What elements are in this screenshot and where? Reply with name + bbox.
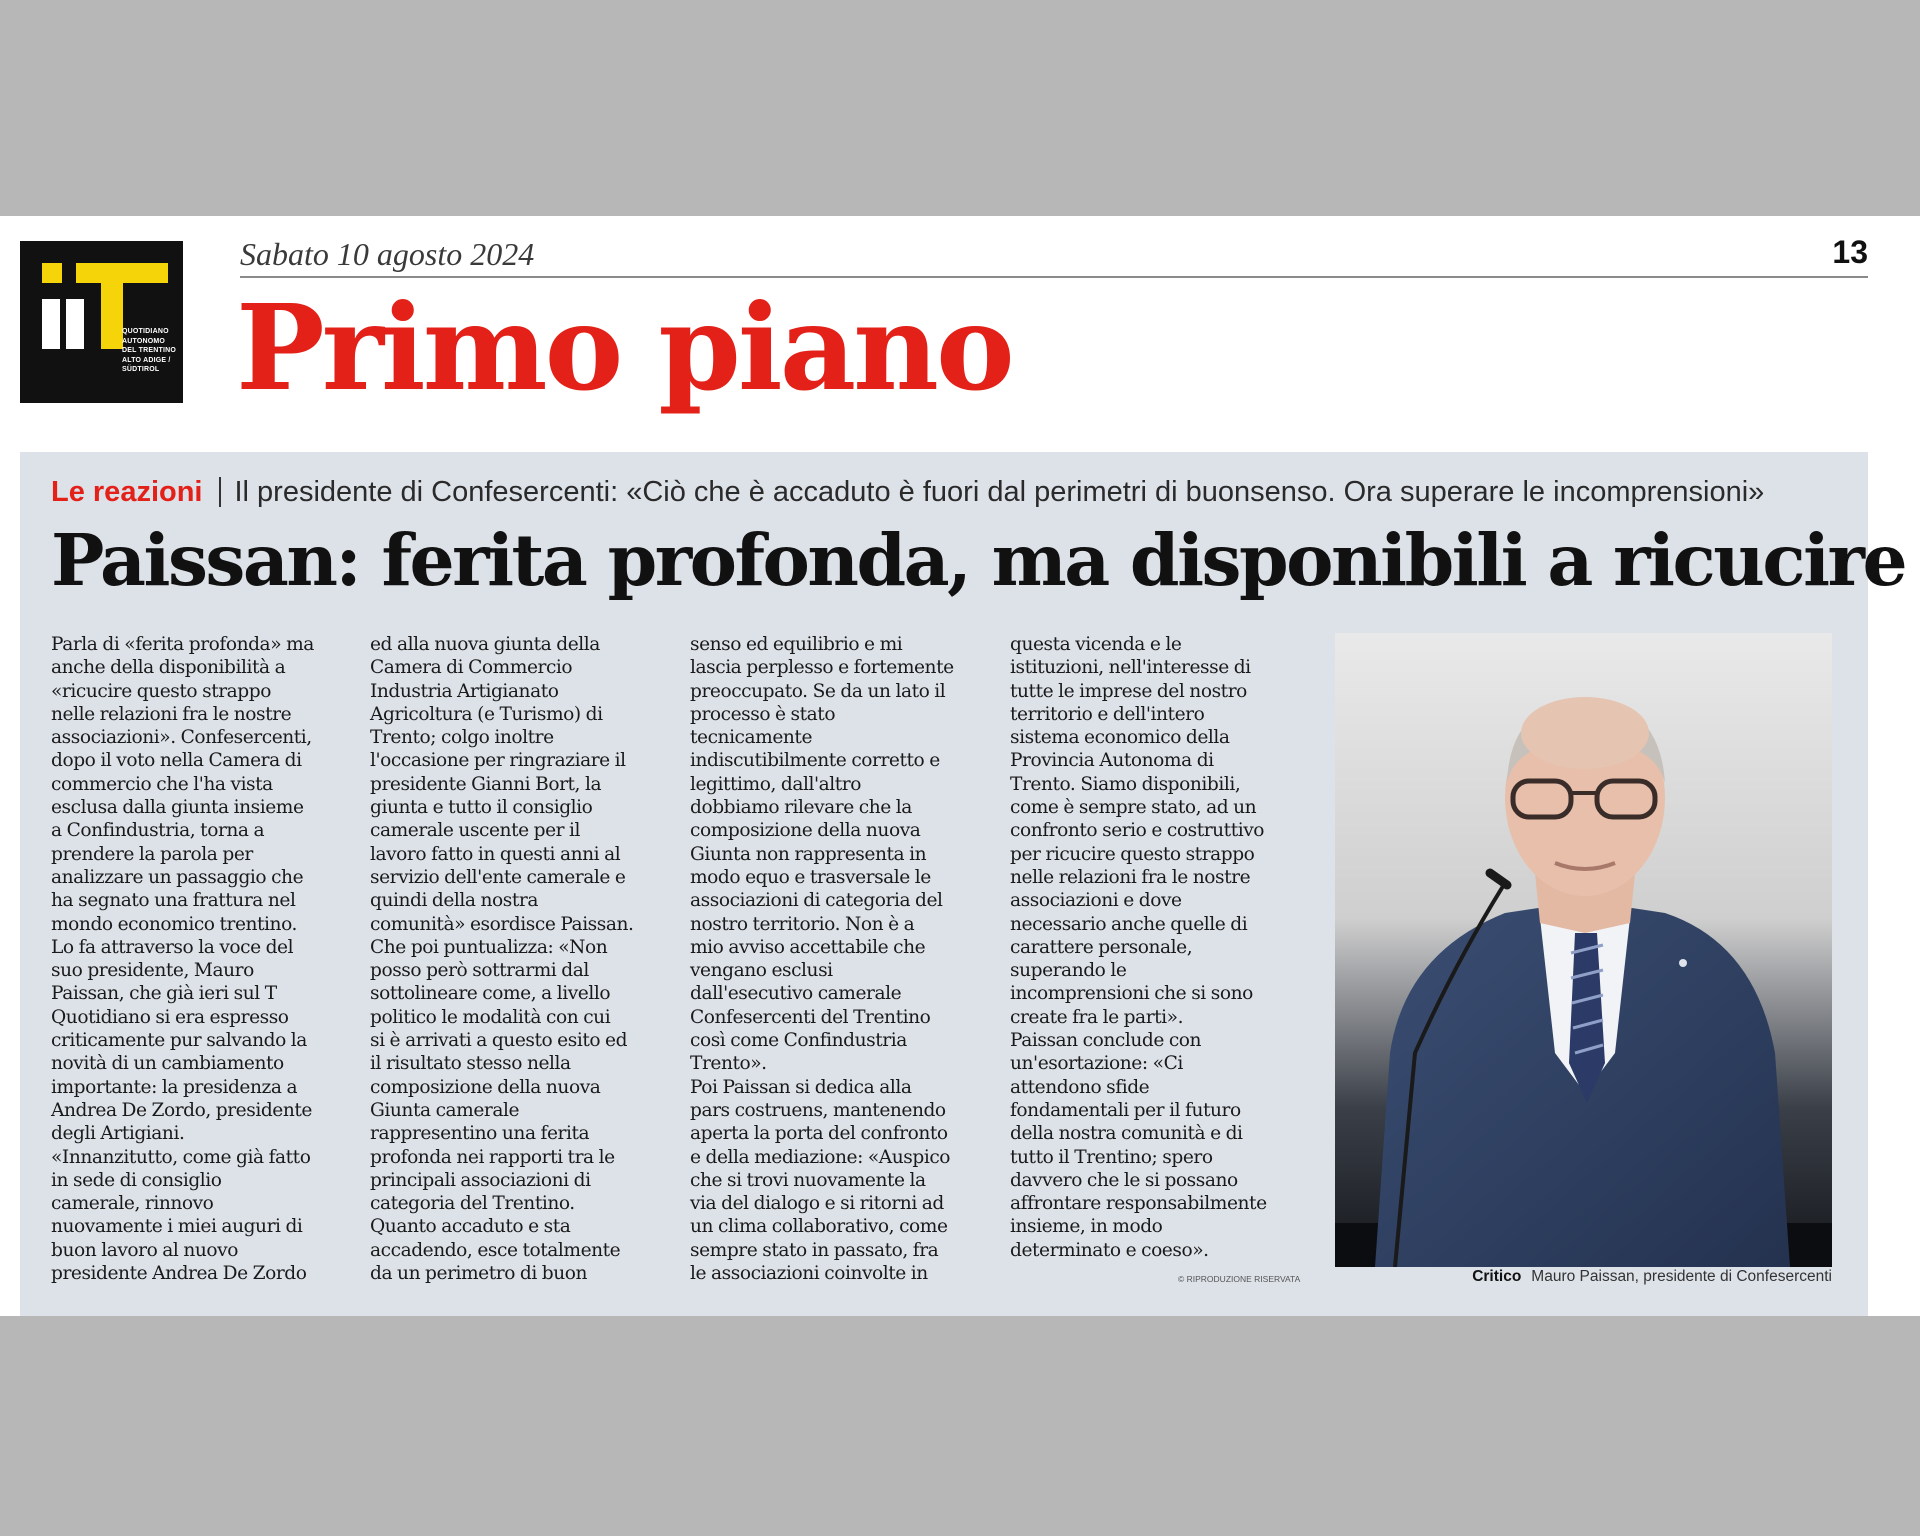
portrait-photo-illustration <box>1335 633 1832 1267</box>
article-text-line: composizione della nuova <box>690 820 921 842</box>
article-text-line: davvero che le si possano <box>1010 1169 1238 1191</box>
article-text-line: Camera di Commercio <box>370 657 573 679</box>
article-text-line: posso però sottrarmi dal <box>370 960 589 982</box>
article-text-line: importante: la presidenza a <box>51 1076 298 1098</box>
article-text-line: Parla di «ferita profonda» ma <box>51 634 314 655</box>
article-text-line: nelle relazioni fra le nostre <box>1010 866 1251 888</box>
article-text-line: comunità» esordisce Paissan. <box>370 913 634 935</box>
article-text-line: Trento». <box>690 1053 767 1075</box>
article-text-line: Giunta camerale <box>370 1099 520 1121</box>
article-text-line: un'esortazione: «Ci <box>1010 1053 1183 1075</box>
article-text-line: principali associazioni di <box>370 1169 591 1191</box>
article-text-line: analizzare un passaggio che <box>51 866 304 888</box>
article-text-line: carattere personale, <box>1010 936 1193 958</box>
article-text-line: istituzioni, nell'interesse di <box>1010 657 1251 679</box>
article-column-3 <box>690 633 984 1285</box>
article-text-line: Agricoltura (e Turismo) di <box>370 703 603 725</box>
kicker-label: Le reazioni <box>51 476 203 508</box>
article-text-line: Quanto accaduto e sta <box>370 1216 571 1238</box>
article-text-line: questa vicenda e le <box>1010 634 1182 655</box>
article-text-line: degli Artigiani. <box>51 1123 185 1145</box>
issue-date: Sabato 10 agosto 2024 <box>240 236 535 272</box>
article-text-line: Quotidiano si era espresso <box>51 1006 289 1028</box>
article-text-line: mio avviso accettabile che <box>690 936 926 958</box>
article-text-line: incomprensioni che si sono <box>1010 983 1253 1005</box>
article-text-line: a Confindustria, torna a <box>51 820 265 842</box>
article-text-line: dopo il voto nella Camera di <box>51 750 302 772</box>
article-text-line: in sede di consiglio <box>51 1169 222 1191</box>
page-number: 13 <box>1832 234 1868 270</box>
article-text-line: per ricucire questo strappo <box>1010 843 1255 865</box>
article-text-line: così come Confindustria <box>690 1030 907 1052</box>
article-text-line: un clima collaborativo, come <box>690 1216 948 1238</box>
article-text-line: insieme, in modo <box>1010 1216 1163 1238</box>
article-text-line: e della mediazione: «Auspico <box>690 1146 951 1168</box>
article-text-line: giunta e tutto il consiglio <box>370 797 593 819</box>
article-text-line: fondamentali per il futuro <box>1010 1099 1241 1121</box>
article-text-line: nelle relazioni fra le nostre <box>51 703 292 725</box>
article-text-line: sottolineare come, a livello <box>370 983 611 1005</box>
newspaper-logo <box>20 241 183 403</box>
article-text-line: si è arrivati a questo esito ed <box>370 1030 628 1052</box>
article-text-line: buon lavoro al nuovo <box>51 1239 238 1261</box>
article-text-line: Andrea De Zordo, presidente <box>51 1099 312 1121</box>
article-text-line: quindi della nostra <box>370 890 538 912</box>
logo-tagline: QUOTIDIANO AUTONOMO DEL TRENTINO ALTO ADIGE / SÜDTIROL <box>122 328 176 373</box>
article-text-line: vengano esclusi <box>690 960 833 982</box>
article-headline: Paissan: ferita profonda, ma disponibili a ricucire <box>51 518 1906 602</box>
article-text-line: Lo fa attraverso la voce del <box>51 936 294 958</box>
article-text-line: camerale, rinnovo <box>51 1193 214 1215</box>
article-text-line: confronto serio e costruttivo <box>1010 820 1265 842</box>
article-text-line: Paissan, che già ieri sul T <box>51 983 277 1005</box>
article-text-line: Provincia Autonoma di <box>1010 750 1214 772</box>
article-text-line: lascia perplesso e fortemente <box>690 657 954 679</box>
article-text-line: create fra le parti». <box>1010 1006 1184 1028</box>
article-text-line: associazioni e dove <box>1010 890 1182 912</box>
article-text-line: ha segnato una frattura nel <box>51 890 296 912</box>
article-text-line: Poi Paissan si dedica alla <box>690 1076 912 1098</box>
article-text-line: Trento. Siamo disponibili, <box>1010 773 1241 795</box>
article-text-line: camerale uscente per il <box>370 820 581 842</box>
newspaper-page <box>0 216 1920 1316</box>
article-column-4 <box>1010 633 1304 1262</box>
article-text-line: categoria del Trentino. <box>370 1193 575 1215</box>
article-text-line: da un perimetro di buon <box>370 1263 588 1285</box>
article-text-line: Confesercenti del Trentino <box>690 1006 931 1028</box>
article-text-line: profonda nei rapporti tra le <box>370 1146 615 1168</box>
article-text-line: tecnicamente <box>690 727 812 749</box>
article-text-line: anche della disponibilità a <box>51 657 286 679</box>
article-text-line: indiscutibilmente corretto e <box>690 750 940 772</box>
article-text-line: superando le <box>1010 960 1127 982</box>
article-text-line: nostro territorio. Non è a <box>690 913 915 935</box>
article-box <box>20 452 1906 1316</box>
copyright-notice: © RIPRODUZIONE RISERVATA <box>1178 1274 1301 1284</box>
article-text-line: commercio che l'ha vista <box>51 773 273 795</box>
article-text-line: senso ed equilibrio e mi <box>690 634 903 655</box>
article-text-line: come è sempre stato, ad un <box>1010 797 1257 819</box>
article-text-line: suo presidente, Mauro <box>51 960 254 982</box>
article-text-line: criticamente pur salvando la <box>51 1030 307 1052</box>
logo-mark-icon <box>20 241 183 403</box>
article-text-line: novità di un cambiamento <box>51 1053 284 1075</box>
article-text-line: aperta la porta del confronto <box>690 1123 948 1145</box>
article-column-2 <box>370 633 664 1285</box>
caption-text: Mauro Paissan, presidente di Confesercenti <box>1531 1268 1832 1285</box>
article-text-line: presidente Gianni Bort, la <box>370 773 602 795</box>
article-text-line: le associazioni coinvolte in <box>690 1263 928 1285</box>
article-text-line: attendono sfide <box>1010 1076 1150 1098</box>
article-text-line: via del dialogo e si ritorni ad <box>690 1193 944 1215</box>
article-text-line: associazioni di categoria del <box>690 890 943 912</box>
article-text-line: determinato e coeso». <box>1010 1239 1209 1261</box>
photo-caption <box>1472 1268 1832 1286</box>
article-text-line: processo è stato <box>690 703 836 725</box>
article-column-1 <box>51 633 345 1285</box>
article-text-line: Giunta non rappresenta in <box>690 843 927 865</box>
article-text-line: politico le modalità con cui <box>370 1006 611 1028</box>
article-text-line: Che poi puntualizza: «Non <box>370 936 608 958</box>
article-text-line: l'occasione per ringraziare il <box>370 750 626 772</box>
article-text-line: prendere la parola per <box>51 843 253 865</box>
article-text-line: sistema economico della <box>1010 727 1230 749</box>
article-text-line: Industria Artigianato <box>370 680 559 702</box>
article-text-line: composizione della nuova <box>370 1076 601 1098</box>
article-text-line: servizio dell'ente camerale e <box>370 866 626 888</box>
article-text-line: affrontare responsabilmente <box>1010 1193 1267 1215</box>
article-kicker <box>51 476 1764 509</box>
kicker-separator <box>219 477 221 507</box>
article-text-line: modo equo e trasversale le <box>690 866 931 888</box>
article-text-line: il risultato stesso nella <box>370 1053 571 1075</box>
article-text-line: lavoro fatto in questi anni al <box>370 843 621 865</box>
article-text-line: accadendo, esce totalmente <box>370 1239 621 1261</box>
article-text-line: della nostra comunità e di <box>1010 1123 1243 1145</box>
article-text-line: mondo economico trentino. <box>51 913 297 935</box>
caption-label: Critico <box>1472 1268 1522 1285</box>
kicker-text: Il presidente di Confesercenti: «Ciò che è accaduto è fuori dal perimetri di buonsenso. Ora superare le incomprensioni» <box>234 476 1765 508</box>
article-text-line: pars costruens, mantenendo <box>690 1099 946 1121</box>
article-text-line: ed alla nuova giunta della <box>370 634 600 655</box>
article-text-line: che si trovi nuovamente la <box>690 1169 926 1191</box>
article-text-line: presidente Andrea De Zordo <box>51 1263 307 1285</box>
article-text-line: Paissan conclude con <box>1010 1030 1202 1052</box>
article-text-line: tutto il Trentino; spero <box>1010 1146 1213 1168</box>
article-text-line: tutte le imprese del nostro <box>1010 680 1247 702</box>
article-text-line: preoccupato. Se da un lato il <box>690 680 946 702</box>
article-text-line: dobbiamo rilevare che la <box>690 797 912 819</box>
article-text-line: Trento; colgo inoltre <box>370 727 554 749</box>
article-text-line: necessario anche quelle di <box>1010 913 1248 935</box>
article-text-line: «ricucire questo strappo <box>51 680 271 702</box>
article-text-line: dall'esecutivo camerale <box>690 983 902 1005</box>
article-text-line: sempre stato in passato, fra <box>690 1239 939 1261</box>
article-text-line: legittimo, dall'altro <box>690 773 861 795</box>
article-text-line: nuovamente i miei auguri di <box>51 1216 303 1238</box>
article-text-line: territorio e dell'intero <box>1010 703 1205 725</box>
section-title: Primo piano <box>236 278 1012 417</box>
article-text-line: esclusa dalla giunta insieme <box>51 797 304 819</box>
article-text-line: «Innanzitutto, come già fatto <box>51 1146 311 1168</box>
article-text-line: rappresentino una ferita <box>370 1123 590 1145</box>
article-text-line: associazioni». Confesercenti, <box>51 727 312 749</box>
article-photo <box>1335 633 1832 1267</box>
